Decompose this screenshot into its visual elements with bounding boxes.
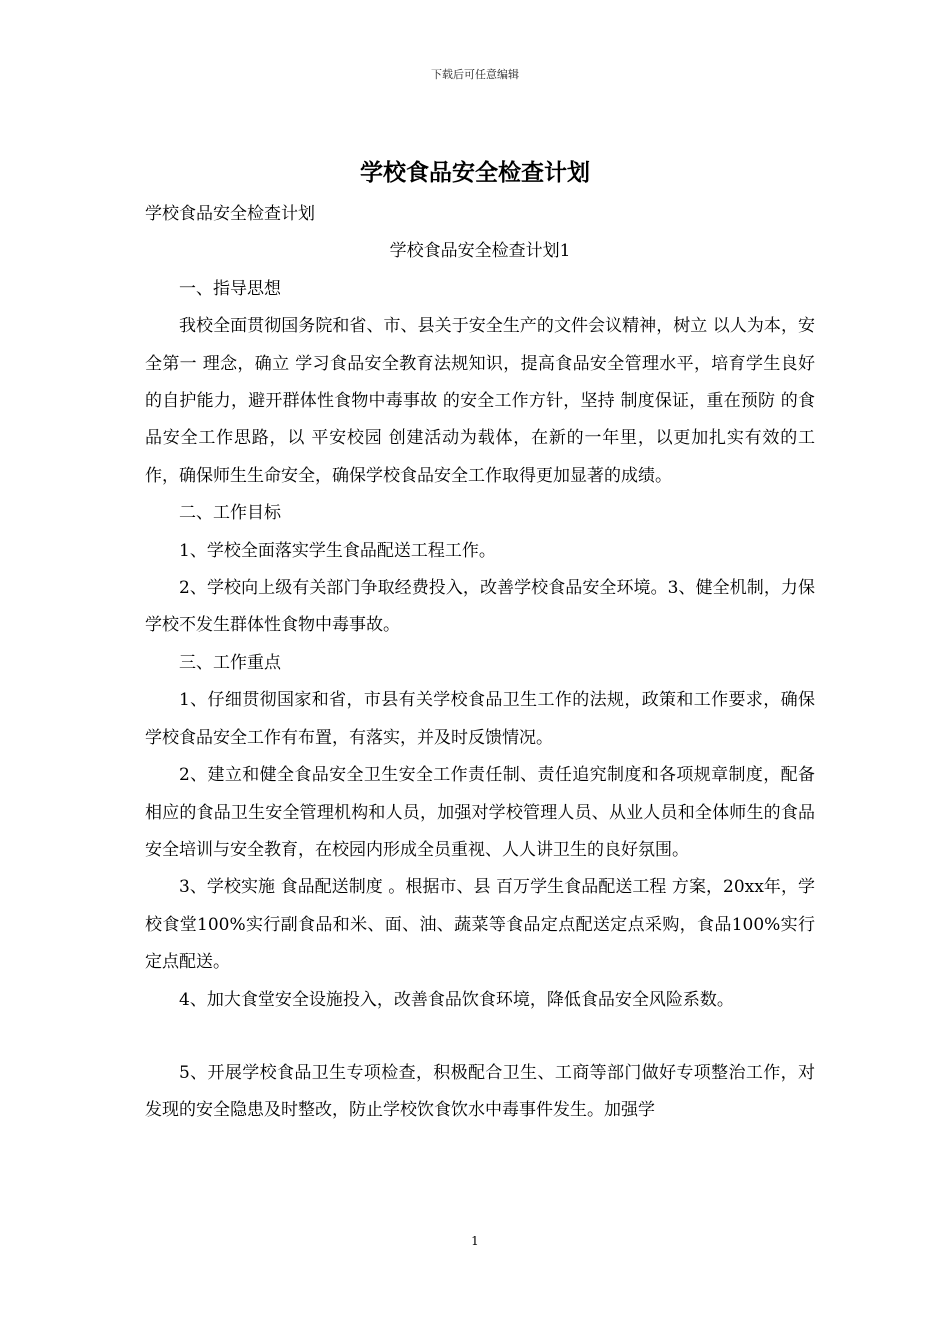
paragraph-goal-2: 2、学校向上级有关部门争取经费投入，改善学校食品安全环境。3、健全机制，力保学校不发生群体性食物中毒事故。 [145,578,815,636]
heading-guiding-ideology: 一、指导思想 [179,278,281,299]
paragraph-guiding-ideology: 我校全面贯彻国务院和省、市、县关于安全生产的文件会议精神，树立 以人为本，安全第一 理念，确立 学习食品安全教育法规知识，提高食品安全管理水平，培育学生良好的自护能力，避开群体性食物中毒事故 的安全工作方针，坚持 制度保证，重在预防 的食品安全工作思路，以 平安校园 创建活动为载体，在新的一年里，以更加扎实有效的工作，确保师生生命安全，确保学校食品安全工作取得更加显著的成绩。 [145,316,815,486]
document-body [145,196,815,1130]
paragraph-focus-2: 2、建立和健全食品安全卫生安全工作责任制、责任追究制度和各项规章制度，配备相应的食品卫生安全管理机构和人员，加强对学校管理人员、从业人员和全体师生的食品安全培训与安全教育，在校园内形成全员重视、人人讲卫生的良好氛围。 [145,765,815,860]
paragraph-focus-1: 1、仔细贯彻国家和省，市县有关学校食品卫生工作的法规，政策和工作要求，确保学校食品安全工作有布置，有落实，并及时反馈情况。 [145,690,815,748]
paragraph-focus-4: 4、加大食堂安全设施投入，改善食品饮食环境，降低食品安全风险系数。 [179,989,734,1010]
paragraph-focus-5: 5、开展学校食品卫生专项检查，积极配合卫生、工商等部门做好专项整治工作，对发现的安全隐患及时整改，防止学校饮食饮水中毒事件发生。加强学 [145,1062,815,1121]
section-title: 学校食品安全检查计划1 [389,241,571,262]
page-number: 1 [471,1234,479,1248]
paragraph-focus-3: 3、学校实施 食品配送制度 。根据市、县 百万学生食品配送工程 方案，20xx年，学校食堂100%实行副食品和米、面、油、蔬菜等食品定点配送定点采购，食品100%实行定点配送。 [145,877,815,973]
document-subtitle: 学校食品安全检查计划 [145,204,315,224]
paragraph-goal-1: 1、学校全面落实学生食品配送工程工作。 [179,540,496,561]
paragraph-gap [145,1019,815,1055]
heading-work-focus: 三、工作重点 [179,652,281,673]
document-title: 学校食品安全检查计划 [360,160,590,186]
header-note: 下载后可任意编辑 [431,68,519,81]
heading-work-goals: 二、工作目标 [179,503,281,524]
